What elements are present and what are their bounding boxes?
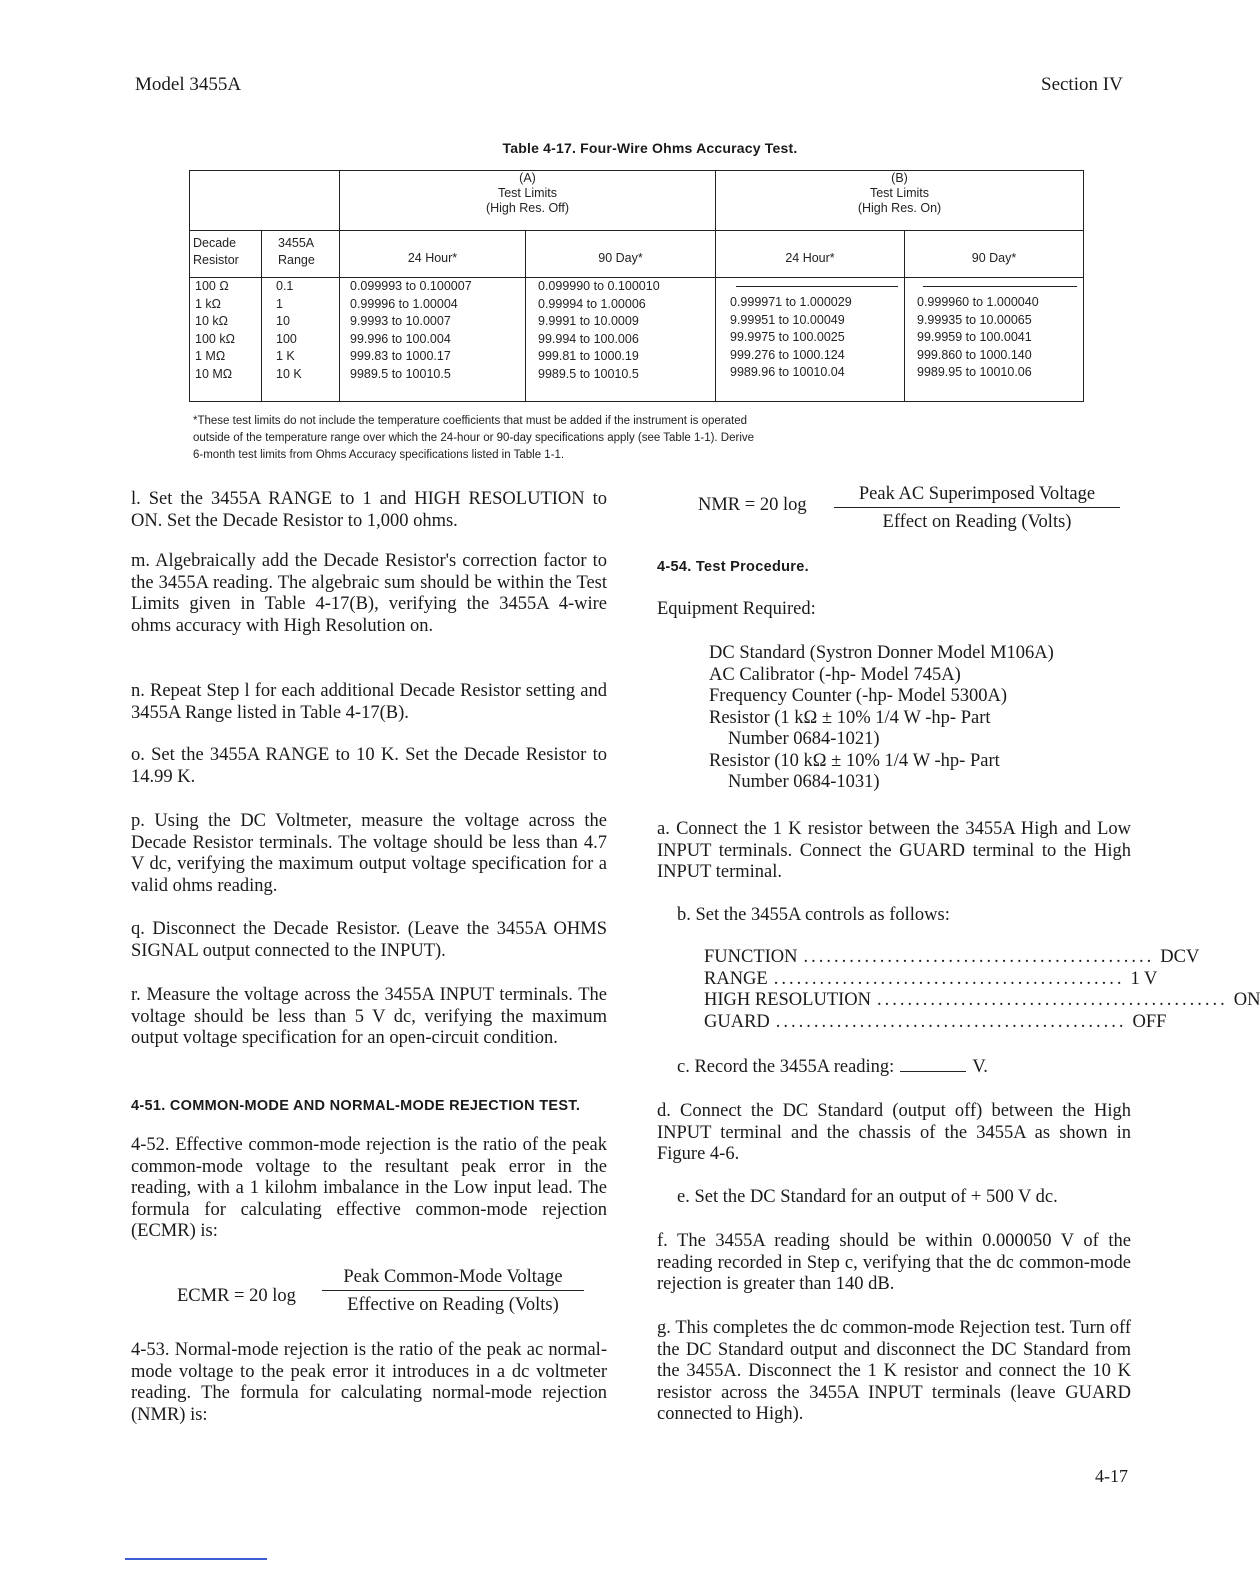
section-heading-451: 4-51. COMMON-MODE AND NORMAL-MODE REJECTION TEST. <box>131 1098 581 1114</box>
table-cell: 9.99951 to 10.00049 <box>730 312 845 327</box>
table-cell: 99.994 to 100.006 <box>538 331 639 346</box>
equipment-list <box>709 643 1129 794</box>
a-90-day-column <box>526 278 716 402</box>
table-cell: 100 kΩ <box>195 331 235 346</box>
table-cell: 0.099990 to 0.100010 <box>538 279 660 293</box>
ecmr-numerator: Peak Common-Mode Voltage <box>322 1267 584 1291</box>
table-cell: 1 kΩ <box>195 296 222 311</box>
a-24-hour-column <box>340 278 526 402</box>
decade-resistor-header: Decade Resistor <box>190 231 262 278</box>
list-item: Resistor (1 kΩ ± 10% 1/4 W -hp- Part <box>709 707 991 728</box>
equipment-title: Equipment Required: <box>657 599 816 619</box>
page-number: 4-17 <box>1095 1466 1128 1486</box>
table-cell: 9989.96 to 10010.04 <box>730 365 845 379</box>
table-cell: 999.81 to 1000.19 <box>538 349 639 363</box>
table-caption: Table 4-17. Four-Wire Ohms Accuracy Test. <box>502 140 798 156</box>
step-o: o. Set the 3455A RANGE to 10 K. Set the Decade Resistor to 14.99 K. <box>131 745 607 787</box>
a-90-day-header: 90 Day* <box>526 231 716 278</box>
table-cell: 10 <box>276 314 290 328</box>
list-item: Number 0684-1031) <box>728 772 880 792</box>
b-90-day-header: 90 Day* <box>905 231 1084 278</box>
step-q: q. Disconnect the Decade Resistor. (Leave the 3455A OHMS SIGNAL output connected to the INPUT). <box>131 919 607 961</box>
table-footnote: *These test limits do not include the temperature coefficients that must be added if the instrument is operated outside of the temperature range over which the 24-hour or 90-day specifications apply (see Table 1-1). Derive 6-month test limits from Ohms Accuracy specifications listed in Table 1-1. <box>193 415 755 461</box>
table-cell: 0.999960 to 1.000040 <box>917 295 1039 309</box>
group-b-header: (B) Test Limits (High Res. On) <box>716 171 1084 231</box>
table-cell: 1 <box>276 296 283 311</box>
ohms-accuracy-table <box>189 170 1084 402</box>
range-header: 3455A Range <box>262 231 340 278</box>
footer-rule <box>125 1558 267 1560</box>
step-p: p. Using the DC Voltmeter, measure the voltage across the Decade Resistor terminals. The voltage should be less than 4.7 V dc, verifying the maximum output voltage specification for a valid ohms reading. <box>131 811 607 896</box>
table-cell: 99.996 to 100.004 <box>350 331 451 346</box>
nmr-fraction <box>834 484 1120 533</box>
step-f: f. The 3455A reading should be within 0.000050 V of the reading recorded in Step c, verifying that the dc common-mode rejection is greater than 140 dB. <box>657 1231 1131 1294</box>
control-row: HIGH RESOLUTION .............................................. ON <box>704 990 1260 1010</box>
not-applicable-dash <box>923 286 1077 287</box>
step-b: b. Set the 3455A controls as follows: <box>677 905 950 925</box>
list-item: AC Calibrator (-hp- Model 745A) <box>709 664 961 685</box>
table-cell: 10 K <box>276 366 302 381</box>
ecmr-fraction <box>322 1267 584 1316</box>
table-cell: 0.99994 to 1.00006 <box>538 296 646 311</box>
table-cell: 0.99996 to 1.00004 <box>350 296 458 311</box>
step-c: c. Record the 3455A reading: V. <box>677 1057 988 1077</box>
a-24-hour-header: 24 Hour* <box>340 231 526 278</box>
b-90-day-column <box>905 278 1084 402</box>
control-row: GUARD .............................................. OFF <box>704 1011 1167 1032</box>
table-cell: 100 Ω <box>195 279 229 293</box>
table-cell: 99.9959 to 100.0041 <box>917 330 1032 344</box>
table-cell: 999.276 to 1000.124 <box>730 347 845 362</box>
list-item: DC Standard (Systron Donner Model M106A) <box>709 643 1054 663</box>
nmr-numerator: Peak AC Superimposed Voltage <box>834 484 1120 508</box>
list-item: Frequency Counter (-hp- Model 5300A) <box>709 686 1007 706</box>
section-heading-454: 4-54. Test Procedure. <box>657 559 809 575</box>
step-n: n. Repeat Step l for each additional Decade Resistor setting and 3455A Range listed in Table 4-17(B). <box>131 681 607 723</box>
table-cell: 9.9993 to 10.0007 <box>350 314 451 328</box>
table-cell: 0.099993 to 0.100007 <box>350 279 472 293</box>
table-cell: 999.83 to 1000.17 <box>350 349 451 363</box>
control-row: FUNCTION .............................................. DCV <box>704 947 1200 967</box>
step-g: g. This completes the dc common-mode Rejection test. Turn off the DC Standard output and disconnect the DC Standard from the 3455A. Disconnect the 1 K resistor and connect the 10 K resistor across the 3455A INPUT terminals (leave GUARD connected to High). <box>657 1318 1131 1424</box>
table-cell: 9989.95 to 10010.06 <box>917 365 1032 379</box>
table-cell: 1 MΩ <box>195 349 226 363</box>
b-24-hour-header: 24 Hour* <box>716 231 905 278</box>
control-row: RANGE .............................................. 1 V <box>704 968 1158 989</box>
table-cell: 9989.5 to 10010.5 <box>538 366 639 381</box>
range-column <box>262 278 340 402</box>
step-d: d. Connect the DC Standard (output off) between the High INPUT terminal and the chassis of the 3455A as shown in Figure 4-6. <box>657 1101 1131 1164</box>
nmr-label: NMR = 20 log <box>698 495 807 515</box>
table-corner-cell <box>190 171 340 231</box>
table-cell: 10 kΩ <box>195 314 228 328</box>
step-l: l. Set the 3455A RANGE to 1 and HIGH RESOLUTION to ON. Set the Decade Resistor to 1,000 ohms. <box>131 489 607 531</box>
step-e: e. Set the DC Standard for an output of + 500 V dc. <box>677 1187 1058 1207</box>
table-cell: 999.860 to 1000.140 <box>917 347 1032 362</box>
model-header: Model 3455A <box>135 74 242 95</box>
list-item: Resistor (10 kΩ ± 10% 1/4 W -hp- Part <box>709 750 1000 771</box>
step-a: a. Connect the 1 K resistor between the 3455A High and Low INPUT terminals. Connect the GUARD terminal to the High INPUT terminal. <box>657 819 1131 882</box>
b-24-hour-column <box>716 278 905 402</box>
para-452: 4-52. Effective common-mode rejection is the ratio of the peak common-mode voltage to the resultant peak error in the reading, with a 1 kilohm imbalance in the Low input lead. The formula for calculating effective common-mode rejection (ECMR) is: <box>131 1135 607 1241</box>
table-cell: 99.9975 to 100.0025 <box>730 330 845 344</box>
table-cell: 10 MΩ <box>195 366 233 381</box>
para-453: 4-53. Normal-mode rejection is the ratio of the peak ac normal-mode voltage to the peak error it introduces in a dc voltmeter reading. The formula for calculating normal-mode rejection (NMR) is: <box>131 1340 607 1425</box>
table-cell: 9.9991 to 10.0009 <box>538 314 639 328</box>
nmr-denominator: Effect on Reading (Volts) <box>882 512 1072 532</box>
decade-resistor-column <box>190 278 262 402</box>
step-r: r. Measure the voltage across the 3455A INPUT terminals. The voltage should be less than 5 V dc, verifying the maximum output voltage specification for an open-circuit condition. <box>131 985 607 1048</box>
list-item: Number 0684-1021) <box>728 729 880 749</box>
reading-blank <box>900 1071 966 1072</box>
step-m: m. Algebraically add the Decade Resistor's correction factor to the 3455A reading. The algebraic sum should be within the Test Limits given in Table 4-17(B), verifying the 3455A 4-wire ohms accuracy with High Resolution on. <box>131 551 607 636</box>
table-cell: 0.999971 to 1.000029 <box>730 295 852 309</box>
not-applicable-dash <box>736 286 898 287</box>
table-cell: 9.99935 to 10.00065 <box>917 312 1032 327</box>
table-cell: 100 <box>276 331 297 346</box>
table-cell: 0.1 <box>276 279 294 293</box>
table-cell: 9989.5 to 10010.5 <box>350 366 451 381</box>
ecmr-label: ECMR = 20 log <box>177 1286 296 1306</box>
ecmr-denominator: Effective on Reading (Volts) <box>347 1295 559 1315</box>
group-a-header: (A) Test Limits (High Res. Off) <box>340 171 716 231</box>
section-header: Section IV <box>1041 74 1123 95</box>
table-cell: 1 K <box>276 349 295 363</box>
control-settings <box>704 947 1260 1033</box>
